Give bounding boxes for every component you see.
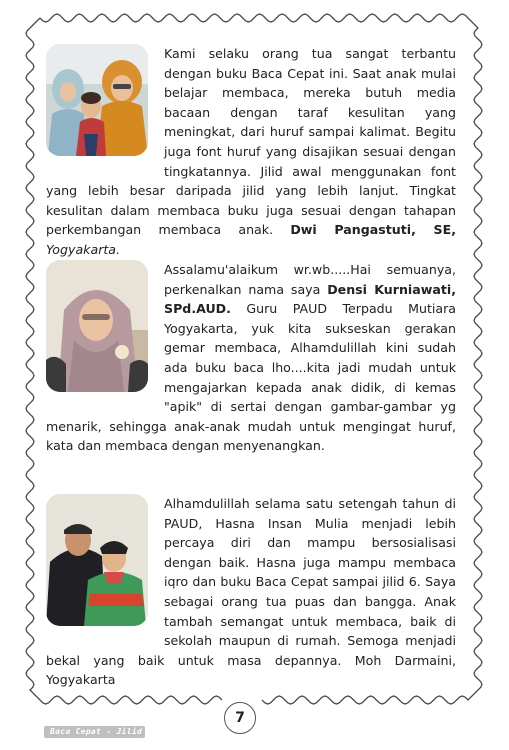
- photo-family-2: [46, 494, 148, 626]
- testimonial-1-author: Dwi Pangastuti, SE,: [290, 222, 456, 238]
- testimonial-1: [46, 44, 456, 260]
- photo-family-1: [46, 44, 148, 156]
- photo-teacher: [46, 260, 148, 392]
- testimonial-2: [46, 260, 456, 456]
- testimonial-3: [46, 494, 456, 690]
- testimonial-2-text: Assalamu'alaikum wr.wb.....Hai semuanya, perkenalkan nama saya Densi Kurniawati, SPd.AUD. Guru PAUD Terpadu Mutiara Yogyakarta, yuk kita sukseskan gerakan gemar membaca, Alhamdulillah kini sudah ada buku baca lho....kita jadi mudah untuk mengajarkan kepada anak didik, di kemas "apik" di sertai dengan gambar-gambar yg menarik, sehingga anak-anak mudah untuk mengingat huruf, kata dan membaca dengan menyenangkan.: [46, 262, 456, 454]
- page-number: 7: [224, 702, 256, 734]
- testimonial-1-location: Yogyakarta.: [46, 241, 121, 257]
- testimonial-2-name: Densi Kurniawati, SPd.AUD.: [164, 281, 456, 317]
- book-label: Baca Cepat - Jilid 1: [44, 726, 145, 738]
- testimonial-3-text: Alhamdulillah selama satu setengah tahun di PAUD, Hasna Insan Mulia menjadi lebih percaya diri dan mampu bersosialisasi dengan baik. Hasna juga mampu membaca iqro dan buku Baca Cepat sampai jilid 6. Saya sebagai orang tua puas dan bangga. Anak tambah semangat untuk membaca, baik di sekolah maupun di rumah. Semoga menjadi bekal yang baik untuk masa depannya. Moh Darmaini, Yogyakarta: [46, 496, 456, 688]
- testimonial-1-text: Kami selaku orang tua sangat terbantu dengan buku Baca Cepat ini. Saat anak mulai belajar membaca, mereka butuh media bacaan dengan taraf kesulitan yang meningkat, dari huruf sampai kalimat. Begitu juga font huruf yang disajikan sesuai dengan tingkatannya. Jilid awal menggunakan font yang lebih besar daripada jilid yang lebih lanjut. Tingkat kesulitan dalam membaca buku juga sesuai dengan tahapan perkembangan membaca anak. Dwi Pangastuti, SE, Yogyakarta.: [46, 46, 456, 257]
